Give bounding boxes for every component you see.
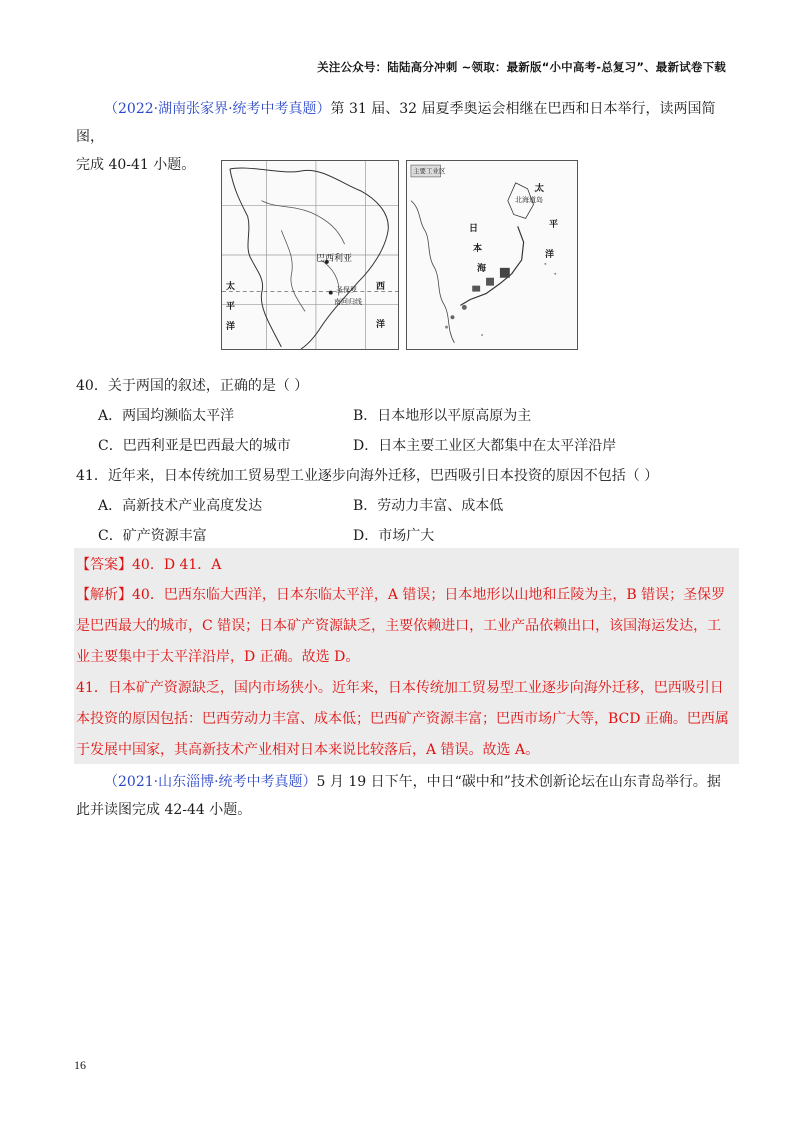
intro1-line1: 第 31 届、32 届夏季奥运会相继在巴西和日本举行，读两国简图， (76, 101, 716, 145)
pacific-label-3: 洋 (226, 322, 236, 332)
q40-option-c: C．巴西利亚是巴西最大的城市 (98, 438, 291, 454)
q40-option-a: A．两国均濒临太平洋 (98, 408, 235, 424)
q40-option-d: D．日本主要工业区大都集中在太平洋沿岸 (353, 438, 617, 454)
sao-paulo-label: 圣保罗 (336, 286, 357, 294)
sea-of-japan-label-3: 海 (477, 264, 487, 274)
question-41-stem: 41．近年来，日本传统加工贸易型工业逐步向海外迁移，巴西吸引日本投资的原因不包括（ ） (76, 468, 659, 484)
brazil-map (221, 160, 399, 350)
pacific-jp-label-1: 太 (535, 184, 545, 194)
q41-option-b: B．劳动力丰富、成本低 (353, 498, 504, 514)
brasilia-label: 巴西利亚 (316, 254, 353, 264)
answer-line: 【答案】40．D 41．A (76, 557, 222, 573)
source-citation-2: （2021·山东淄博·统考中考真题） (104, 774, 317, 790)
intro-paragraph-2 (76, 768, 726, 824)
intro2-line1: 5 月 19 日下午，中日“碳中和”技术创新论坛在山东青岛举行。据 (316, 774, 721, 790)
industrial-zone-legend: 主要工业区 (413, 167, 446, 175)
q41-option-d: D．市场广大 (353, 528, 435, 544)
analysis-line-2: 是巴西最大的城市，C 错误；日本矿产资源缺乏，主要依赖进口，工业产品依赖出口，该国海运发达，工 (76, 618, 722, 634)
pacific-label-1: 太 (226, 282, 236, 292)
analysis-line-5: 本投资的原因包括：巴西劳动力丰富、成本低；巴西矿产资源丰富；巴西市场广大等，BCD 正确。巴西属 (76, 711, 729, 727)
question-40-stem: 40．关于两国的叙述，正确的是（ ） (76, 378, 309, 394)
tropic-label: 南回归线 (334, 298, 362, 306)
hokkaido-label: 北海道岛 (515, 196, 543, 204)
analysis-line-3: 业主要集中于太平洋沿岸，D 正确。故选 D。 (76, 649, 360, 665)
pacific-jp-label-2: 平 (549, 220, 559, 230)
q40-option-b: B．日本地形以平原高原为主 (353, 408, 532, 424)
intro2-line2: 此并读图完成 42-44 小题。 (76, 802, 252, 818)
intro1-line2: 完成 40-41 小题。 (76, 157, 196, 173)
brazil-map-graphic (222, 161, 398, 349)
q41-option-a: A．高新技术产业高度发达 (98, 498, 263, 514)
analysis-line-4: 41．日本矿产资源缺乏，国内市场狭小。近年来，日本传统加工贸易型工业逐步向海外迁移，巴西吸引日 (76, 680, 724, 696)
atlantic-label-2: 洋 (376, 320, 386, 330)
source-citation-1: （2022·湖南张家界·统考中考真题） (104, 101, 331, 117)
analysis-line-1: 【解析】40．巴西东临大西洋，日本东临太平洋，A 错误；日本地形以山地和丘陵为主，B 错误；圣保罗 (76, 587, 726, 603)
sea-of-japan-label-1: 日 (469, 224, 479, 234)
japan-map (406, 160, 578, 350)
pacific-jp-label-3: 洋 (545, 250, 555, 260)
sea-of-japan-label-2: 本 (473, 244, 483, 254)
q41-option-c: C．矿产资源丰富 (98, 528, 207, 544)
atlantic-label-1: 西 (376, 282, 386, 292)
country-maps-figure (221, 160, 578, 350)
analysis-line-6: 于发展中国家，其高新技术产业相对日本来说比较落后，A 错误。故选 A。 (76, 742, 540, 758)
pacific-label-2: 平 (226, 302, 236, 312)
page-number: 16 (74, 1058, 86, 1072)
page-header: 关注公众号：陆陆高分冲刺 ~领取：最新版“小中高考-总复习”、最新试卷下载 (317, 60, 726, 74)
